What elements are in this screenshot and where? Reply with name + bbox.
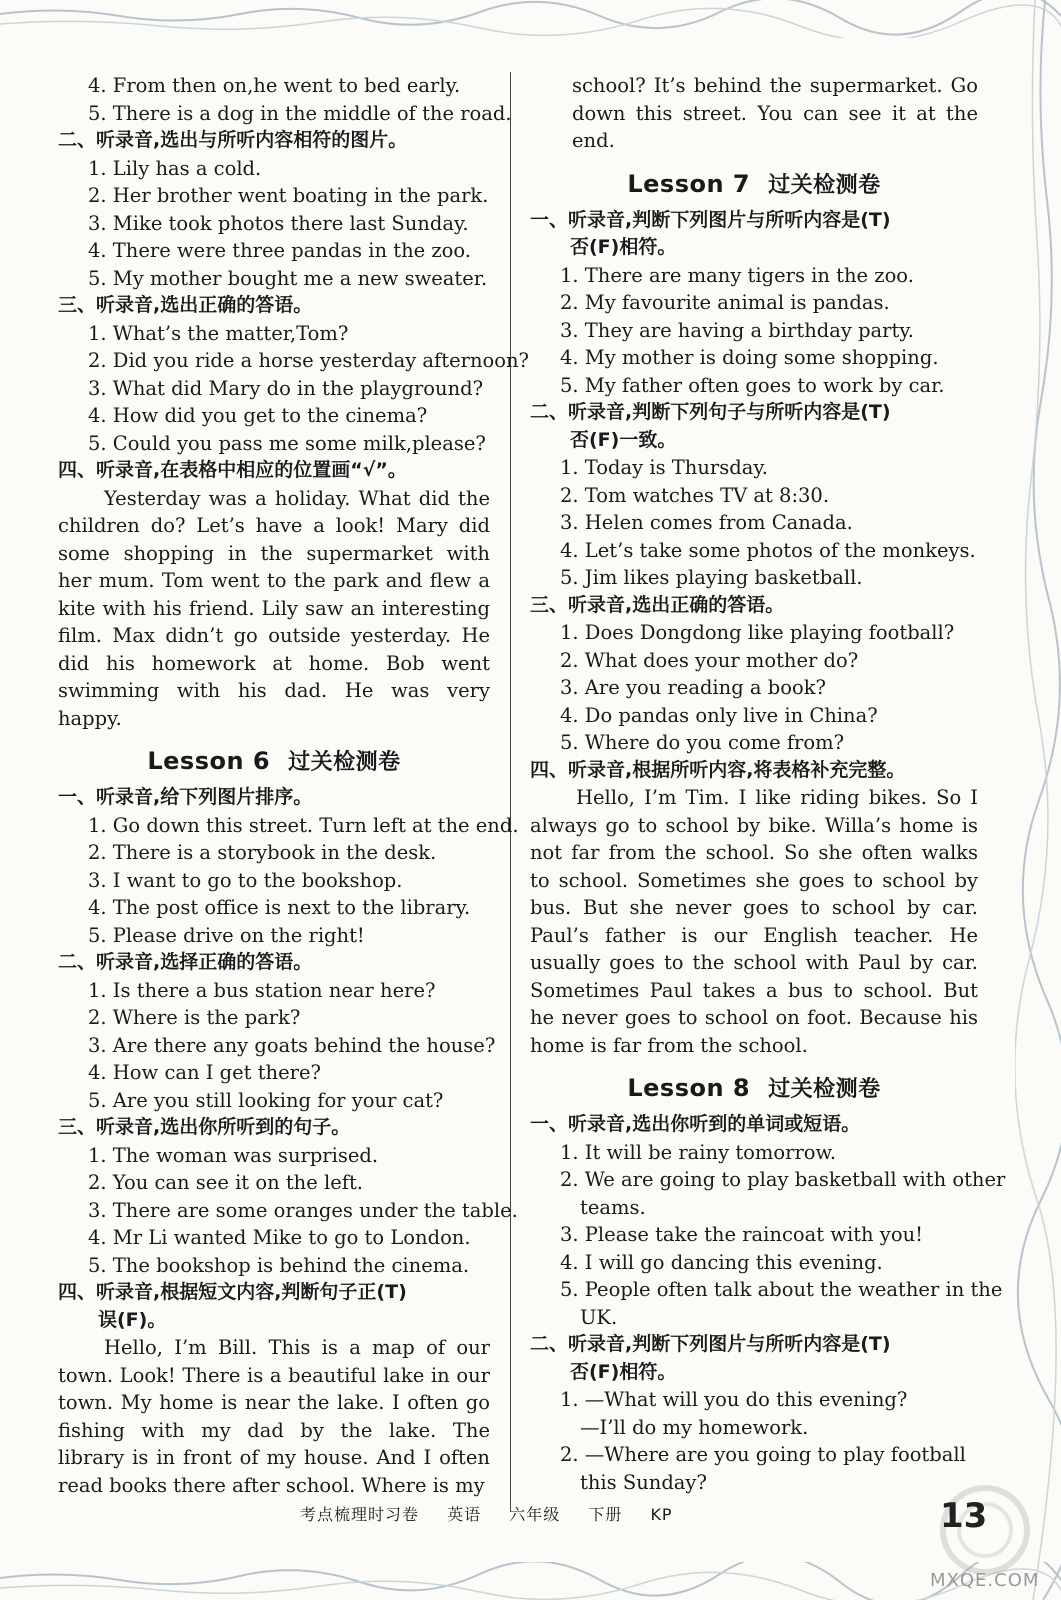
list-item: 1. The woman was surprised. — [88, 1143, 379, 1167]
right-column — [530, 72, 1006, 1510]
list-item: 3. Helen comes from Canada. — [560, 511, 853, 534]
lesson-title: Lesson 6 — [147, 747, 271, 775]
list-item: 5. Are you still looking for your cat? — [88, 1088, 444, 1112]
list-item: 1. There are many tigers in the zoo. — [560, 263, 914, 287]
section-title: 三、听录音,选出正确的答语。 — [58, 294, 313, 316]
list-item: 2. My favourite animal is pandas. — [560, 291, 890, 314]
decorative-right-border — [1015, 0, 1061, 1600]
listening-paragraph: Yesterday was a holiday. What did the children do? Let’s have a look! Mary did some shopping in the supermarket with her mum. Tom went to the park and flew a kite with his friend. Lily saw an interesting film. Max didn’t go outside yesterday. He did his homework at home. Bob went swimming with his dad. He was very happy. — [58, 486, 490, 730]
left-column — [58, 72, 530, 1510]
watermark-text: MXQE.COM — [930, 1570, 1040, 1591]
list-item: 4. The post office is next to the library. — [88, 896, 471, 919]
list-item: 3. They are having a birthday party. — [560, 318, 914, 342]
listening-paragraph: Hello, I’m Bill. This is a map of our town. Look! There is a beautiful lake in our town. My home is near the lake. I often go fishing with my dad by the lake. The library is in front of my house. And I often read books there after school. Where is my — [58, 1336, 490, 1497]
list-item-continued: —I’ll do my homework. — [580, 1415, 809, 1439]
list-item: 4. My mother is doing some shopping. — [560, 346, 939, 369]
list-item: 3. Are there any goats behind the house? — [88, 1033, 496, 1057]
section-title: 二、听录音,选择正确的答语。 — [58, 951, 313, 973]
list-item: 5. Where do you come from? — [560, 731, 845, 754]
list-item: 1. It will be rainy tomorrow. — [560, 1140, 837, 1164]
section-title: 一、听录音,给下列图片排序。 — [58, 786, 313, 808]
list-item: 2. Where is the park? — [88, 1006, 301, 1029]
list-item: 3. Mike took photos there last Sunday. — [88, 211, 469, 235]
list-item: 3. Please take the raincoat with you! — [560, 1223, 923, 1246]
list-item: 4. From then on,he went to bed early. — [88, 74, 461, 97]
list-item: 2. Tom watches TV at 8:30. — [560, 483, 830, 507]
section-title: 一、听录音,判断下列图片与所听内容是(T) — [530, 208, 891, 231]
edition: KP — [650, 1505, 673, 1524]
section-title-continued: 否(F)一致。 — [570, 428, 677, 451]
list-item: 2. We are going to play basketball with other — [560, 1168, 1006, 1191]
column-divider — [510, 72, 511, 1512]
list-item: 3. What did Mary do in the playground? — [88, 376, 484, 400]
lesson-title: Lesson 8 — [627, 1074, 751, 1102]
section-title-continued: 误(F)。 — [98, 1308, 167, 1331]
lesson-subtitle: 过关检测卷 — [288, 750, 401, 775]
page-number: 13 — [940, 1496, 988, 1536]
list-item: 2. Her brother went boating in the park. — [88, 184, 489, 207]
section-title: 三、听录音,选出你所听到的句子。 — [58, 1116, 351, 1138]
list-item: 5. My mother bought me a new sweater. — [88, 266, 488, 290]
list-item: 3. Are you reading a book? — [560, 676, 826, 699]
list-item: 5. My father often goes to work by car. — [560, 373, 945, 397]
list-item: 1. Is there a bus station near here? — [88, 978, 436, 1002]
grade: 六年级 — [509, 1505, 561, 1524]
list-item: 1. Does Dongdong like playing football? — [560, 621, 955, 644]
list-item: 1. Today is Thursday. — [560, 456, 768, 479]
section-title-continued: 否(F)相符。 — [570, 236, 677, 258]
list-item: 4. I will go dancing this evening. — [560, 1250, 883, 1274]
list-item: 1. Lily has a cold. — [88, 156, 262, 180]
list-item: 5. Please drive on the right! — [88, 923, 365, 947]
list-item: 4. Let’s take some photos of the monkeys. — [560, 538, 976, 562]
list-item: 2. There is a storybook in the desk. — [88, 841, 437, 864]
section-title: 二、听录音,判断下列图片与所听内容是(T) — [530, 1333, 891, 1355]
volume: 下册 — [588, 1505, 623, 1524]
lesson-heading — [530, 167, 978, 203]
list-item: 5. Could you pass me some milk,please? — [88, 431, 486, 455]
list-item: 2. —Where are you going to play football — [560, 1443, 966, 1466]
lesson-heading — [58, 744, 490, 780]
decorative-top-border — [0, 0, 1061, 38]
section-title: 四、听录音,根据所听内容,将表格补充完整。 — [530, 758, 906, 781]
lesson-title: Lesson 7 — [627, 169, 751, 198]
list-item: 4. Mr Li wanted Mike to go to London. — [88, 1226, 471, 1249]
list-item: 4. There were three pandas in the zoo. — [88, 239, 471, 262]
list-item: 2. What does your mother do? — [560, 648, 859, 672]
lesson-subtitle: 过关检测卷 — [768, 172, 881, 198]
list-item: 5. The bookshop is behind the cinema. — [88, 1253, 470, 1277]
listening-paragraph: Hello, I’m Tim. I like riding bikes. So I always go to school by bike. Willa’s home is not far from the school. So she often walks to school. Sometimes she goes to school by bus. But she never goes to school by car. Paul’s father is our English teacher. He usually goes to the school with Paul by car. Sometimes Paul takes a bus to school. But he never goes to school on foot. Because his home is far from the school. — [530, 786, 978, 1057]
decorative-bottom-border — [0, 1562, 1061, 1600]
section-title-continued: 否(F)相符。 — [570, 1360, 677, 1383]
section-title: 四、听录音,在表格中相应的位置画“√”。 — [58, 459, 407, 481]
list-item: 5. Jim likes playing basketball. — [560, 566, 863, 589]
list-item: 4. How can I get there? — [88, 1061, 321, 1084]
list-item: 5. People often talk about the weather in the — [560, 1278, 1003, 1301]
list-item-continued: UK. — [580, 1305, 618, 1329]
list-item: 3. I want to go to the bookshop. — [88, 868, 403, 892]
subject: 英语 — [447, 1505, 482, 1524]
listening-paragraph-continued: school? It’s behind the supermarket. Go down this street. You can see it at the end. — [572, 74, 978, 152]
section-title: 一、听录音,选出你听到的单词或短语。 — [530, 1113, 861, 1135]
list-item: 2. You can see it on the left. — [88, 1171, 363, 1194]
list-item: 2. Did you ride a horse yesterday afternoon? — [88, 349, 530, 372]
section-title: 三、听录音,选出正确的答语。 — [530, 593, 785, 616]
lesson-subtitle: 过关检测卷 — [768, 1077, 881, 1102]
lesson-heading — [530, 1071, 978, 1107]
section-title: 二、听录音,判断下列句子与所听内容是(T) — [530, 401, 891, 423]
list-item: 4. Do pandas only live in China? — [560, 703, 878, 727]
list-item-continued: this Sunday? — [580, 1470, 707, 1494]
section-title: 二、听录音,选出与所听内容相符的图片。 — [58, 129, 408, 151]
page-footer — [300, 1502, 695, 1525]
section-title: 四、听录音,根据短文内容,判断句子正(T) — [58, 1281, 407, 1303]
list-item: 5. There is a dog in the middle of the road. — [88, 101, 512, 125]
book-title: 考点梳理时习卷 — [300, 1505, 420, 1524]
list-item: 1. Go down this street. Turn left at the end. — [88, 813, 519, 837]
list-item: 4. How did you get to the cinema? — [88, 404, 428, 427]
list-item: 1. —What will you do this evening? — [560, 1388, 908, 1411]
list-item: 3. There are some oranges under the table. — [88, 1198, 518, 1222]
list-item-continued: teams. — [580, 1195, 646, 1219]
list-item: 1. What’s the matter,Tom? — [88, 321, 349, 345]
